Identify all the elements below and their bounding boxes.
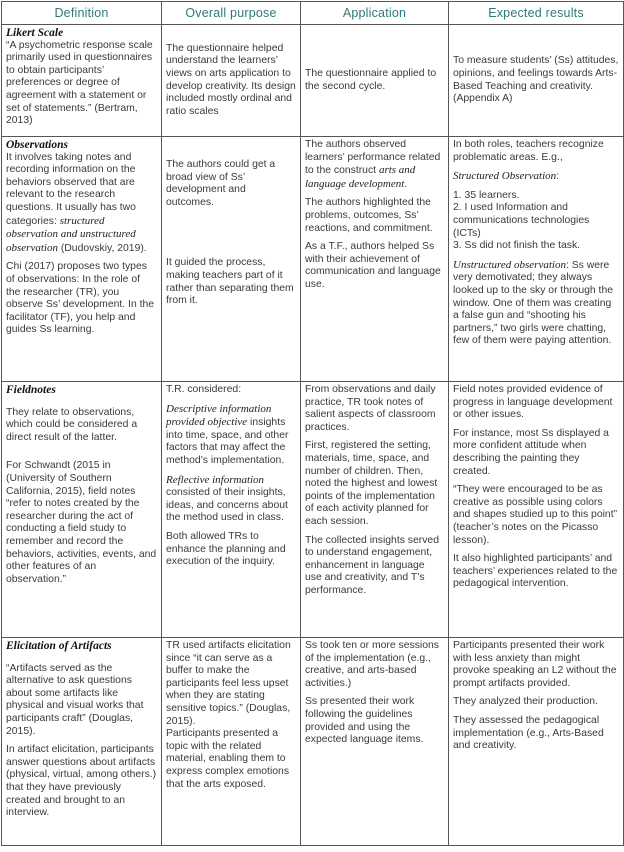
application-text: The authors highlighted the problems, outcomes, Ss’ reactions, and commitment. — [305, 197, 433, 234]
purpose-italic: Descriptive information provided objective — [166, 402, 272, 429]
results-text: For instance, most Ss displayed a more confident attitude when describing the painting they created. — [453, 427, 609, 477]
cell-purpose — [162, 25, 301, 137]
header-application: Application — [301, 2, 449, 25]
methods-table — [1, 1, 624, 846]
definition-text-part: (Dudovskiy, 2019). — [57, 242, 147, 254]
structured-label-text: Structured Observation — [453, 170, 557, 183]
purpose-text-part: consisted of their insights, ideas, and concerns about the method used in class. — [166, 487, 288, 524]
cell-results — [449, 638, 624, 846]
definition-text — [6, 152, 157, 256]
application-text: Ss took ten or more sessions of the implementation (e.g., creative, and arts-based activities.) — [305, 640, 439, 689]
purpose-text: Both allowed TRs to enhance the planning and execution of the inquiry. — [166, 530, 286, 568]
table-row-observations — [2, 137, 624, 382]
results-quote: “They were encouraged to be as creative as possible using colors and shapes studied up to this point” (teacher’s notes on the Picasso lesson). — [453, 484, 618, 546]
cell-results — [449, 137, 624, 382]
cell-results — [449, 382, 624, 638]
cell-application — [301, 137, 449, 382]
term-title: Fieldnotes — [6, 384, 56, 396]
application-text: The questionnaire applied to the second cycle. — [305, 67, 437, 92]
results-text: They analyzed their production. — [453, 696, 598, 708]
cell-application — [301, 382, 449, 638]
purpose-text: Participants presented a topic with the related material, enabling them to express complex emotions that the arts exposed. — [166, 728, 290, 790]
results-text: Participants presented their work with less anxiety than might provoke speaking an L2 without the prompt artifacts provided. — [453, 640, 617, 689]
cell-results — [449, 25, 624, 137]
term-title: Observations — [6, 139, 68, 151]
results-text: It also highlighted participants’ and teachers’ experiences related to the pedagogical intervention. — [453, 553, 618, 590]
purpose-text: It guided the process, making teachers part of it rather than separating them from it. — [166, 257, 294, 307]
cell-application — [301, 638, 449, 846]
application-text-part: The authors observed learners’ performance related to the construct — [305, 139, 441, 177]
definition-text: “Artifacts served as the alternative to ask questions about some artifacts like physical and visual works that participants craft” (Douglas, 2015). — [6, 662, 144, 737]
definition-italic: structured observation and unstructured observation — [6, 214, 136, 254]
purpose-text: The questionnaire helped understand the learners’ views on arts application to develop creativity. Its design included mostly ordinal and ratio scales — [166, 42, 296, 117]
cell-purpose — [162, 137, 301, 382]
list-item: 1. 35 learners. — [453, 189, 520, 201]
cell-purpose — [162, 638, 301, 846]
table-row-likert — [2, 25, 624, 137]
list-item: 2. I used Information and communications technologies (ICTs) — [453, 202, 590, 239]
unstructured-observation — [453, 259, 619, 348]
cell-definition — [2, 137, 162, 382]
application-text: As a T.F., authors helped Ss with their achievement of communication and language use. — [305, 241, 441, 290]
application-text: From observations and daily practice, TR took notes of salient aspects of classroom practices. — [305, 384, 436, 433]
unstructured-label: Unstructured observation — [453, 258, 566, 271]
purpose-text: The authors could get a broad view of Ss’ development and outcomes. — [166, 159, 276, 208]
unstructured-text: : Ss were very demotivated; they always looked up to the sky or through the window. One of them was creating a false gun and “shooting his partners,” two girls were chatting, few of them were paying attention. — [453, 259, 614, 347]
application-text — [305, 139, 444, 191]
purpose-text-part: insights into time, space, and other factors that may affect the method’s implementation. — [166, 417, 289, 466]
header-row — [2, 2, 624, 25]
cell-definition — [2, 382, 162, 638]
application-text: First, registered the setting, materials, time, space, and number of children. Then, noted the highest and lowest points of the implementation of each activity planned for each session. — [305, 440, 438, 527]
cell-definition — [2, 638, 162, 846]
definition-text: For Schwandt (2015 in (University of Southern California, 2015), field notes “refer to notes created by the researcher during the act of conducting a field study to remember and record the behaviors, activities, events, and other features of an observation.” — [6, 460, 157, 585]
structured-observation-label: Structured Observation: — [453, 170, 560, 183]
definition-text-part: It involves taking notes and recording information on the behaviors observed that are relevant to the research questions. It usually has two categories: — [6, 151, 136, 227]
list-item: 3. Ss did not finish the task. — [453, 240, 581, 252]
definition-text: “A psychometric response scale primarily used in questionnaires to obtain participants’ preferences or degree of agreement with a statement or set of statements.” (Bertram, 2013) — [6, 39, 153, 127]
application-italic: arts and language development — [305, 164, 416, 190]
results-text: Field notes provided evidence of progress in language development or other issues. — [453, 384, 613, 421]
table-row-fieldnotes — [2, 382, 624, 638]
definition-text: In artifact elicitation, participants answer questions about artifacts (physical, virtual, among others.) that they have previously created and brought to an interview. — [6, 744, 157, 819]
application-text: The collected insights served to understand engagement, enhancement in language use and creativity, and T’s performance. — [305, 534, 439, 596]
definition-text: They relate to observations, which could be considered a direct result of the latter. — [6, 406, 138, 443]
purpose-text: TR used artifacts elicitation since “it can serve as a buffer to make the participants feel less upset when they are stating sensitive topics.” (Douglas, 2015). — [166, 640, 291, 727]
purpose-italic: Reflective information — [166, 473, 265, 486]
application-text-part: . — [404, 178, 408, 190]
results-text: In both roles, teachers recognize problematic areas. E.g., — [453, 139, 604, 163]
table-row-elicitation — [2, 638, 624, 846]
purpose-text — [166, 474, 296, 525]
cell-application — [301, 25, 449, 137]
purpose-text — [166, 403, 296, 468]
results-text: They assessed the pedagogical implementation (e.g., Arts-Based and creativity. — [453, 714, 604, 752]
purpose-text: T.R. considered: — [166, 384, 242, 395]
term-title: Elicitation of Artifacts — [6, 640, 112, 652]
cell-definition — [2, 25, 162, 137]
header-expected-results: Expected results — [449, 2, 624, 25]
header-definition: Definition — [2, 2, 162, 25]
cell-purpose — [162, 382, 301, 638]
application-text: Ss presented their work following the guidelines provided and using the expected language items. — [305, 696, 424, 746]
results-text: To measure students’ (Ss) attitudes, opinions, and feelings towards Arts-Based Teaching and creativity. (Appendix A) — [453, 55, 619, 105]
header-overall-purpose: Overall purpose — [162, 2, 301, 25]
term-title: Likert Scale — [6, 27, 64, 39]
definition-text: Chi (2017) proposes two types of observations: In the role of the researcher (TR), you observe Ss’ development. In the facilitator (TF), you help and guides Ss learning. — [6, 261, 155, 336]
structured-list — [453, 190, 619, 253]
